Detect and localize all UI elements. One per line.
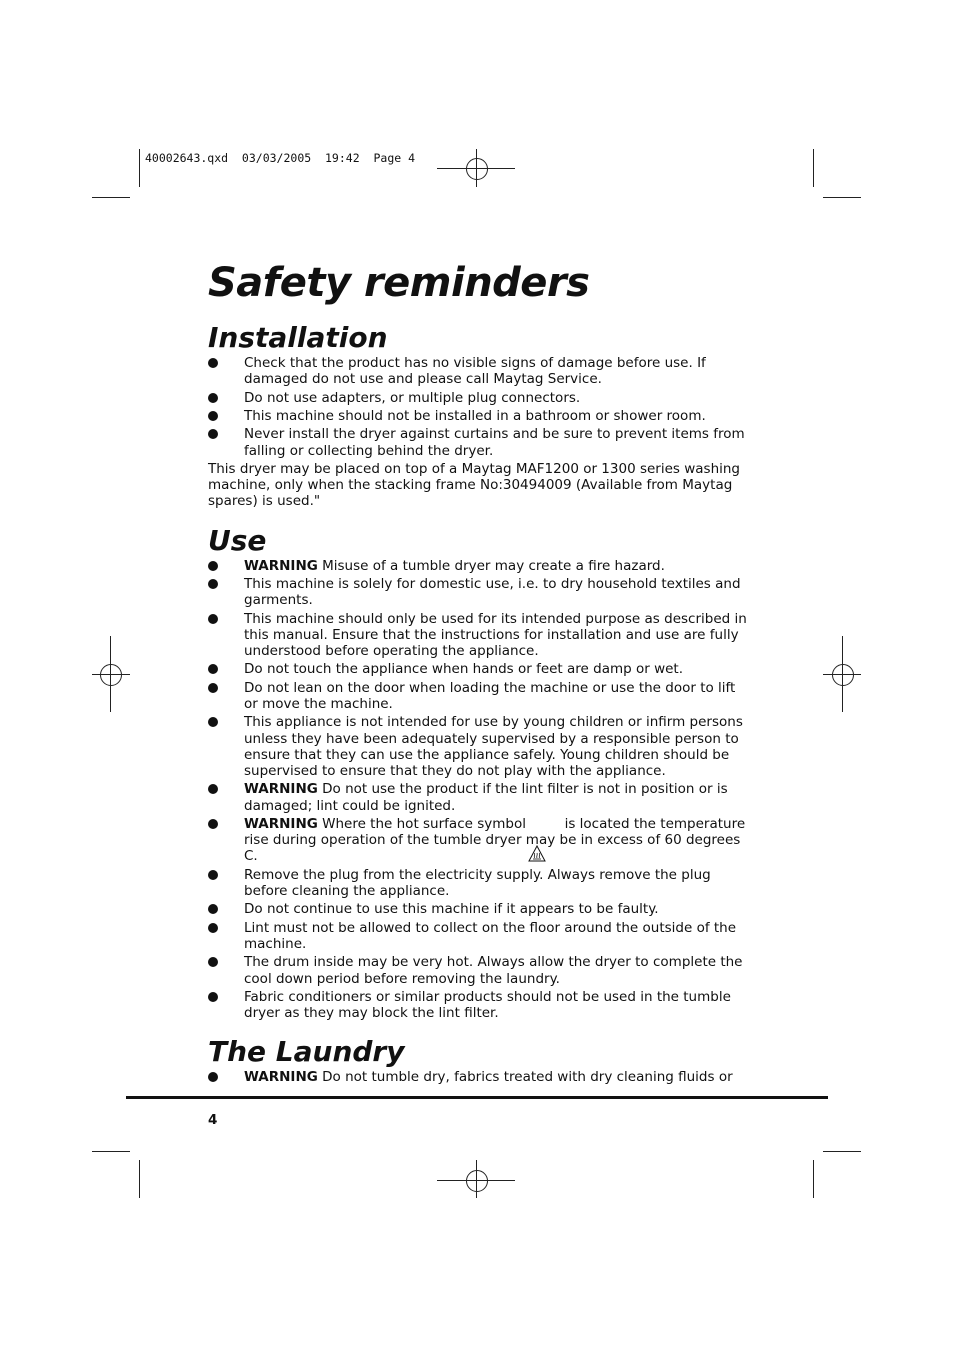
list-item: Fabric conditioners or similar products should not be used in the tumble dryer as they may block the lint filter.	[208, 989, 753, 1021]
bullet-icon	[208, 992, 218, 1002]
crop-mark	[139, 1160, 140, 1198]
list-item: Do not continue to use this machine if it appears to be faulty.	[208, 901, 753, 917]
bullet-icon	[208, 923, 218, 933]
crop-mark	[92, 1151, 130, 1152]
list-item: WARNING Misuse of a tumble dryer may create a fire hazard.	[208, 558, 753, 574]
list-item: Check that the product has no visible signs of damage before use. If damaged do not use and please call Maytag Service.	[208, 355, 753, 387]
bullet-icon	[208, 717, 218, 727]
list-item: This machine is solely for domestic use, i.e. to dry household textiles and garments.	[208, 576, 753, 608]
crop-mark	[813, 149, 814, 187]
crop-mark	[813, 1160, 814, 1198]
crop-mark	[823, 197, 861, 198]
list-item: Do not use adapters, or multiple plug connectors.	[208, 390, 753, 406]
bullet-icon	[208, 904, 218, 914]
bullet-icon	[208, 358, 218, 368]
bullet-icon	[208, 664, 218, 674]
crop-mark	[823, 1151, 861, 1152]
list-item: WARNING Do not tumble dry, fabrics treated with dry cleaning fluids or	[208, 1069, 753, 1085]
bullet-icon	[208, 784, 218, 794]
bullet-icon	[208, 614, 218, 624]
section-heading-installation: Installation	[208, 321, 388, 354]
list-item: WARNING Where the hot surface symbol is located the temperature rise during operation of the tumble dryer may be in excess of 60 degrees C.	[208, 816, 753, 865]
hot-surface-icon	[528, 845, 546, 862]
list-item: Remove the plug from the electricity supply. Always remove the plug before cleaning the appliance.	[208, 867, 753, 899]
list-item: Lint must not be allowed to collect on the floor around the outside of the machine.	[208, 920, 753, 952]
list-item: The drum inside may be very hot. Always allow the dryer to complete the cool down period before removing the laundry.	[208, 954, 753, 986]
list-item: Do not lean on the door when loading the machine or use the door to lift or move the machine.	[208, 680, 753, 712]
bullet-icon	[208, 870, 218, 880]
list-item: WARNING Do not use the product if the lint filter is not in position or is damaged; lint could be ignited.	[208, 781, 753, 813]
file-slug: 40002643.qxd 03/03/2005 19:42 Page 4	[145, 151, 416, 165]
bullet-icon	[208, 957, 218, 967]
stacking-note: This dryer may be placed on top of a Maytag MAF1200 or 1300 series washing machine, only when the stacking frame No:30494009 (Available from Maytag spares) is used."	[208, 460, 741, 510]
laundry-list	[208, 1069, 753, 1085]
bullet-icon	[208, 579, 218, 589]
list-item: Do not touch the appliance when hands or feet are damp or wet.	[208, 661, 753, 677]
crop-mark	[139, 149, 140, 187]
bullet-icon	[208, 819, 218, 829]
bullet-icon	[208, 393, 218, 403]
installation-list	[208, 355, 753, 459]
page-number: 4	[208, 1112, 218, 1128]
bullet-icon	[208, 411, 218, 421]
bullet-icon	[208, 561, 218, 571]
bullet-icon	[208, 1072, 218, 1082]
bullet-icon	[208, 683, 218, 693]
section-heading-laundry: The Laundry	[208, 1035, 405, 1069]
list-item: This machine should only be used for its intended purpose as described in this manual. Ensure that the instructions for installation and use are fully understood before operating the appliance.	[208, 611, 753, 660]
list-item: This appliance is not intended for use by young children or infirm persons unless they have been adequately supervised by a responsible person to ensure that they can use the appliance safely. Young children should be supervised to ensure that they do not play with the appliance.	[208, 714, 753, 779]
bullet-icon	[208, 429, 218, 439]
list-item: Never install the dryer against curtains and be sure to prevent items from falling or collecting behind the dryer.	[208, 426, 753, 458]
section-heading-use: Use	[208, 523, 267, 557]
list-item: This machine should not be installed in a bathroom or shower room.	[208, 408, 753, 424]
page-title: Safety reminders	[208, 260, 590, 306]
use-list	[208, 558, 753, 1022]
footer-rule	[126, 1096, 828, 1099]
crop-mark	[92, 197, 130, 198]
page-content	[208, 255, 753, 1088]
